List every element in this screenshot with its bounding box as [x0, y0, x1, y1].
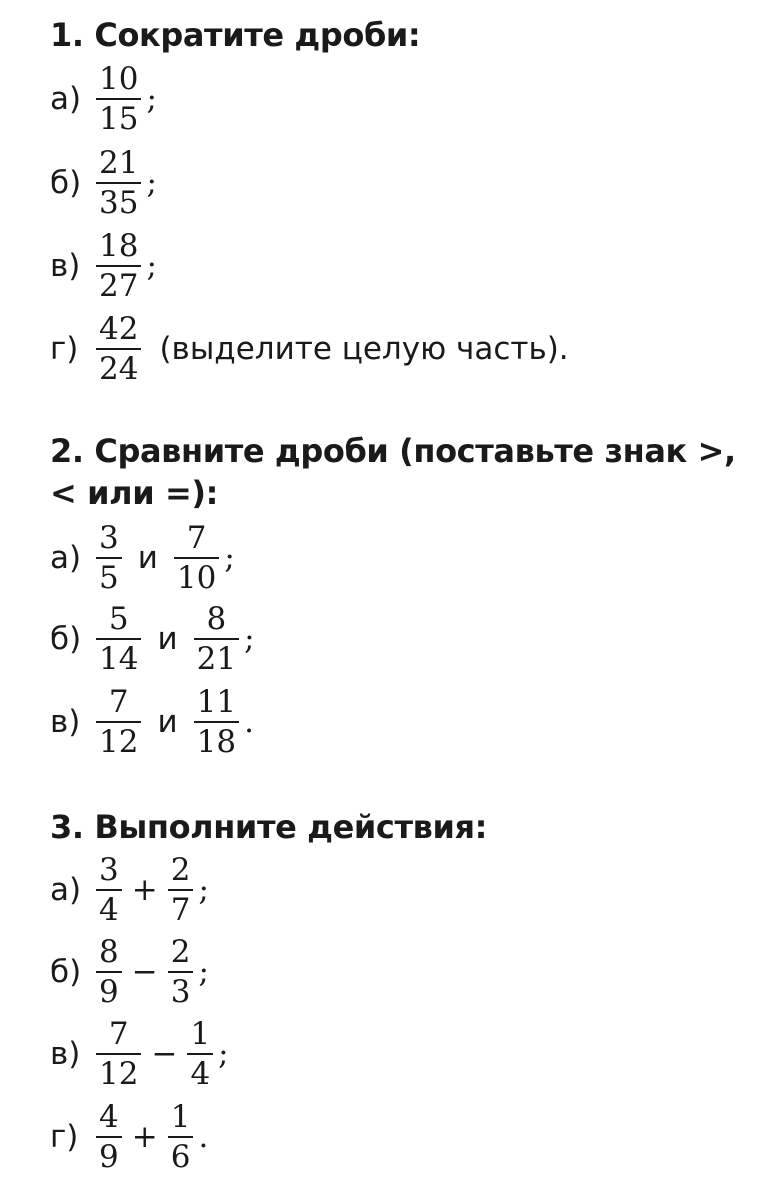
item-label: а) [50, 540, 82, 576]
fraction-right [168, 1098, 194, 1176]
numerator: 2 [170, 852, 191, 888]
numerator: 1 [190, 1016, 211, 1052]
numerator: 7 [108, 684, 129, 720]
numerator: 7 [108, 1016, 129, 1052]
punctuation: ; [218, 1036, 229, 1072]
fraction-left [96, 519, 122, 597]
fraction [96, 227, 141, 305]
numerator: 8 [206, 601, 227, 637]
fraction-left [96, 933, 122, 1011]
fraction-right [174, 519, 219, 597]
task-1c [50, 223, 157, 309]
fraction-right [194, 683, 239, 761]
fraction-right [187, 1015, 213, 1093]
denominator: 6 [168, 1136, 194, 1176]
item-label: в) [50, 248, 81, 284]
operator: − [131, 954, 158, 990]
punctuation: . [198, 1119, 209, 1155]
denominator: 9 [96, 1136, 122, 1176]
task-1d [50, 306, 569, 392]
denominator: 14 [96, 638, 141, 678]
item-label: б) [50, 954, 82, 990]
fraction-right [168, 851, 194, 929]
conjunction: и [137, 540, 158, 576]
fraction-left [96, 683, 141, 761]
punctuation: ; [198, 954, 209, 990]
item-label: в) [50, 704, 81, 740]
item-label: г) [50, 1119, 79, 1155]
punctuation: ; [244, 621, 255, 657]
denominator: 24 [96, 348, 141, 388]
conjunction: и [157, 704, 178, 740]
instruction-note: (выделите целую часть). [159, 331, 569, 367]
fraction-left [96, 1015, 141, 1093]
denominator: 4 [96, 889, 122, 929]
section-3-heading: 3. Выполните действия: [50, 808, 488, 846]
numerator: 10 [99, 61, 139, 97]
task-1b [50, 140, 157, 226]
denominator: 12 [96, 1053, 141, 1093]
fraction-left [96, 1098, 122, 1176]
punctuation: ; [224, 540, 235, 576]
item-label: а) [50, 81, 82, 117]
punctuation: . [244, 704, 254, 740]
item-label: б) [50, 621, 82, 657]
denominator: 35 [96, 182, 141, 222]
fraction-left [96, 600, 141, 678]
denominator: 3 [168, 971, 194, 1011]
item-label: б) [50, 165, 82, 201]
task-3b [50, 929, 209, 1015]
fraction [96, 60, 141, 138]
denominator: 12 [96, 721, 141, 761]
task-2c [50, 679, 254, 765]
punctuation: ; [146, 81, 157, 117]
numerator: 18 [99, 228, 139, 264]
numerator: 3 [99, 520, 119, 556]
item-label: в) [50, 1036, 81, 1072]
fraction-right [168, 933, 194, 1011]
task-3a [50, 847, 209, 933]
punctuation: ; [146, 165, 157, 201]
conjunction: и [157, 621, 178, 657]
punctuation: ; [198, 872, 209, 908]
denominator: 4 [187, 1053, 213, 1093]
punctuation: ; [146, 248, 157, 284]
fraction-right [194, 600, 239, 678]
task-1a [50, 56, 157, 142]
numerator: 3 [99, 852, 119, 888]
fraction [96, 144, 141, 222]
fraction [96, 310, 141, 388]
item-label: г) [50, 331, 79, 367]
section-2-heading: 2. Сравните дроби (поставьте знак >, < или =): [50, 432, 736, 512]
task-3c [50, 1011, 229, 1097]
numerator: 1 [170, 1099, 191, 1135]
denominator: 21 [194, 638, 239, 678]
denominator: 9 [96, 971, 122, 1011]
denominator: 10 [174, 557, 219, 597]
item-label: а) [50, 872, 82, 908]
section-1-heading: 1. Сократите дроби: [50, 16, 421, 54]
numerator: 5 [108, 601, 129, 637]
denominator: 27 [96, 265, 141, 305]
numerator: 7 [186, 520, 207, 556]
numerator: 2 [170, 934, 191, 970]
numerator: 21 [99, 145, 139, 181]
fraction-left [96, 851, 122, 929]
numerator: 11 [196, 684, 237, 720]
operator: + [131, 872, 158, 908]
denominator: 7 [168, 889, 194, 929]
numerator: 4 [99, 1099, 119, 1135]
task-2a [50, 515, 235, 601]
task-3d [50, 1094, 208, 1180]
operator: + [131, 1119, 158, 1155]
task-2b [50, 596, 255, 682]
denominator: 18 [194, 721, 239, 761]
numerator: 42 [99, 311, 139, 347]
operator: − [151, 1036, 178, 1072]
numerator: 8 [99, 934, 119, 970]
denominator: 15 [96, 98, 141, 138]
denominator: 5 [96, 557, 122, 597]
